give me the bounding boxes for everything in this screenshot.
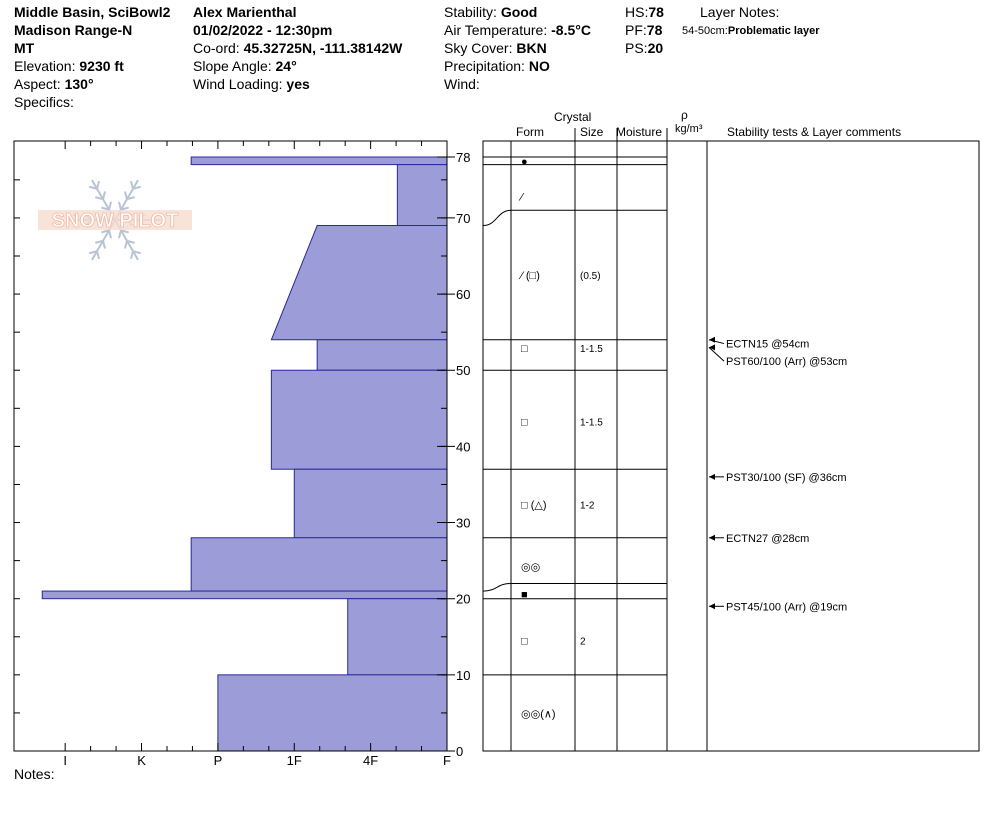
hs-label: HS: [625, 4, 649, 20]
snowflake-branch [119, 202, 121, 210]
test-arrow-head-icon [709, 337, 715, 343]
x-tick-label-f: F [443, 753, 451, 768]
crystal-size-2: (0.5) [580, 271, 601, 283]
form-header: Form [516, 125, 544, 139]
y-tick-label: 50 [456, 363, 471, 379]
hardness-bar-2 [271, 226, 447, 340]
boundary-connector [483, 210, 511, 225]
test-arrow-line [709, 347, 724, 361]
hardness-bar-0 [191, 157, 447, 165]
stability-label: Stability: [444, 4, 497, 20]
ps-label: PS: [625, 40, 648, 56]
stability-test-label-0: ECTN15 @54cm [726, 338, 810, 351]
state: MT [14, 40, 35, 56]
y-tick-label: 60 [456, 287, 471, 303]
faceted-crystal-icon: □ [521, 635, 528, 648]
layer-note-text: Problematic layer [727, 25, 820, 37]
size-header: Size [580, 125, 604, 139]
snowflake-branch [131, 181, 133, 189]
hardness-bar-1 [397, 165, 447, 226]
hardness-bar-7 [42, 591, 447, 599]
snowflake-branch [97, 251, 99, 259]
aspect-value: 130° [64, 76, 94, 92]
y-tick-label: 0 [456, 744, 464, 759]
snowflake-branch [103, 191, 105, 199]
wind-loading-value: yes [286, 76, 310, 92]
ice-layer-icon: ■ [521, 589, 528, 602]
precip-label: Precipitation: [444, 58, 525, 74]
rho-header: ρ [681, 108, 688, 122]
stability-value: Good [500, 4, 538, 20]
test-arrow-head-icon [709, 603, 715, 609]
crystal-size-5: 1-2 [580, 500, 595, 512]
snowflake-branch [103, 241, 105, 249]
stability-test-label-4: PST45/100 (Arr) @19cm [726, 601, 848, 614]
coord-label: Co-ord: [193, 40, 240, 56]
aspect-label: Aspect: [14, 76, 61, 92]
hardness-chart [14, 141, 470, 768]
coord-value: 45.32725N, -111.38142W [243, 40, 403, 56]
notes-label: Notes: [14, 766, 55, 782]
snowflake-branch [97, 181, 99, 189]
hardness-bar-4 [271, 370, 447, 469]
slope-value: 24° [275, 58, 297, 74]
snowflake-branch [125, 191, 127, 199]
precip-value: NO [528, 58, 550, 74]
x-tick-label-k: K [137, 753, 146, 768]
y-tick-label: 20 [456, 591, 471, 607]
ps-value: 20 [647, 40, 664, 56]
air-temp-label: Air Temperature: [444, 22, 548, 38]
facet-depth-hoar-icon: □ (△) [521, 499, 547, 512]
stability-test-label-2: PST30/100 (SF) @36cm [726, 471, 847, 484]
crystal-size-8: 2 [580, 636, 586, 648]
observer-name: Alex Marienthal [193, 4, 297, 20]
snowflake-branch [131, 251, 133, 259]
density-unit-header: kg/m³ [675, 123, 703, 135]
faceted-crystal-icon: □ [521, 416, 528, 429]
slope-label: Slope Angle: [193, 58, 272, 74]
stability-test-label-3: ECTN27 @28cm [726, 532, 810, 545]
faceted-crystal-icon: □ [521, 343, 528, 356]
air-temp-value: -8.5°C [551, 22, 591, 38]
profile-frame [483, 141, 979, 751]
y-tick-label: 70 [456, 210, 471, 226]
y-tick-label: 40 [456, 439, 471, 455]
x-tick-label-1f: 1F [286, 753, 302, 768]
location-name: Middle Basin, SciBowl2 [14, 4, 171, 20]
comments-header: Stability tests & Layer comments [727, 125, 902, 139]
wind-label: Wind: [444, 76, 480, 92]
hs-value: 78 [648, 4, 664, 20]
moisture-header: Moisture [616, 125, 663, 139]
decomposing-fragment-icon: ⁄ [521, 191, 523, 204]
sky-cover-value: BKN [516, 40, 547, 56]
y-tick-label: 78 [456, 150, 471, 165]
hardness-bar-6 [191, 538, 447, 591]
elevation-value: 9230 ft [79, 58, 124, 74]
specifics-label: Specifics: [14, 94, 74, 110]
boundary-connector [483, 583, 511, 591]
fragment-facet-icon: ⁄ (□) [521, 270, 540, 283]
hardness-bar-3 [317, 340, 447, 370]
logo-text: SNOW PILOT [51, 210, 179, 232]
crystal-profile-grid [483, 128, 979, 751]
hardness-bar-9 [218, 675, 447, 751]
crystal-size-4: 1-1.5 [580, 417, 603, 429]
x-tick-label-4f: 4F [363, 753, 379, 768]
pf-value: 78 [646, 22, 663, 38]
rounded-grain-icon: ● [521, 155, 528, 168]
mountain-range: Madison Range-N [14, 22, 133, 38]
hardness-bar-8 [348, 599, 447, 675]
layer-notes-title: Layer Notes: [700, 4, 780, 20]
sky-cover-label: Sky Cover: [444, 40, 513, 56]
x-tick-label-p: P [213, 753, 223, 768]
layer-note-range: 54-50cm: [682, 25, 728, 37]
y-tick-label: 30 [456, 515, 471, 531]
crystal-size-3: 1-1.5 [580, 344, 603, 356]
test-arrow-head-icon [709, 535, 715, 541]
snowflake-branch [109, 202, 111, 210]
snowflake-branch [125, 241, 127, 249]
elevation-label: Elevation: [14, 58, 76, 74]
test-arrow-head-icon [709, 474, 715, 480]
snowpilot-logo [38, 180, 192, 260]
melt-depth-hoar-icon: ◎◎(∧) [521, 708, 556, 721]
x-tick-label-i: I [63, 753, 67, 768]
pf-label: PF: [625, 22, 647, 38]
wind-loading-label: Wind Loading: [193, 76, 283, 92]
y-tick-label: 10 [456, 667, 471, 683]
observation-datetime: 01/02/2022 - 12:30pm [193, 22, 333, 38]
melt-form-icon: ◎◎ [521, 561, 541, 574]
hardness-bar-5 [294, 469, 447, 538]
crystal-header: Crystal [554, 110, 592, 124]
stability-test-label-1: PST60/100 (Arr) @53cm [726, 356, 848, 369]
